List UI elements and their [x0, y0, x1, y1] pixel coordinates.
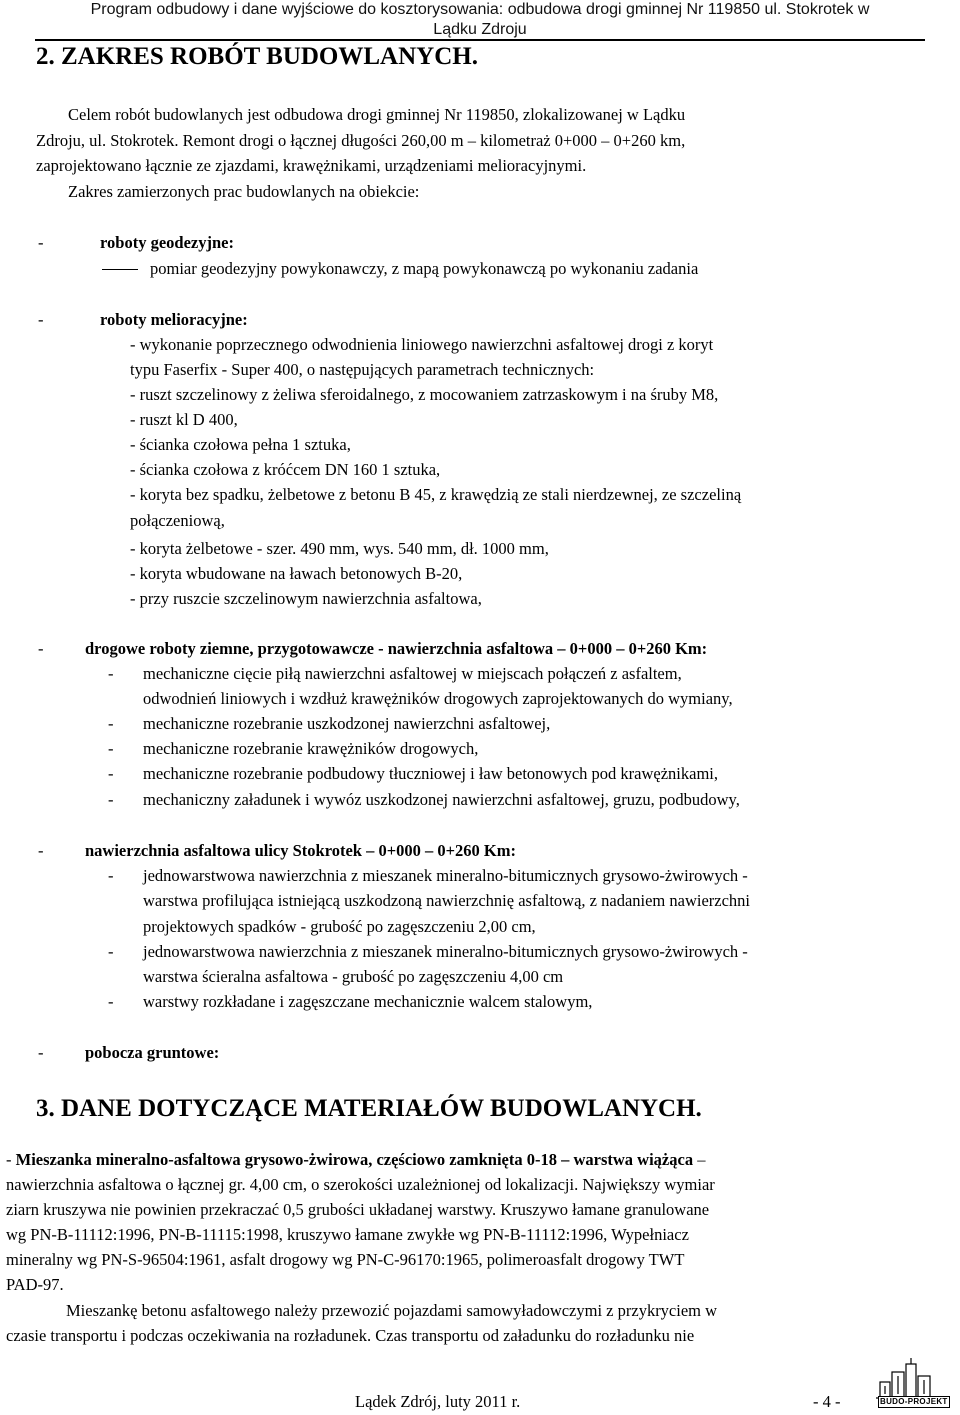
list-dash: -: [108, 764, 114, 783]
drainage-line: - koryta wbudowane na ławach betonowych B-20,: [130, 564, 463, 583]
list-dash: -: [38, 841, 44, 860]
drainage-line: typu Faserfix - Super 400, o następujących parametrach technicznych:: [130, 360, 595, 379]
logo-text: BUDO-PROJEKT: [880, 1397, 948, 1406]
earthworks-item: mechaniczne rozebranie podbudowy tłuczniowej i ław betonowych pod krawężnikami,: [143, 764, 719, 783]
list-dash: -: [108, 942, 114, 961]
list-dash: -: [38, 310, 44, 329]
earthworks-item: mechaniczne cięcie piłą nawierzchni asfaltowej w miejscach połączeń z asfaltem,: [143, 664, 682, 683]
geodetic-works-item: [102, 258, 698, 280]
asphalt-item: jednowarstwowa nawierzchnia z mieszanek mineralno-bitumicznych grysowo-żwirowych -: [143, 866, 748, 885]
drainage-line: - koryta bez spadku, żelbetowe z betonu B 45, z krawędzią ze stali nierdzewnej, ze szczeliną: [130, 485, 742, 504]
list-dash: -: [108, 714, 114, 733]
footer-place-date: Lądek Zdrój, luty 2011 r.: [355, 1392, 521, 1411]
drainage-line: - ścianka czołowa z króćcem DN 160 1 sztuka,: [130, 460, 441, 479]
earthworks-item-cont: odwodnień liniowych i wzdłuż krawężników drogowych zaprojektowanych do wymiany,: [143, 689, 733, 708]
header-line-2: Lądku Zdroju: [433, 21, 527, 38]
drainage-line: - wykonanie poprzecznego odwodnienia liniowego nawierzchni asfaltowej drogi z koryt: [130, 335, 714, 354]
intro-line: Zakres zamierzonych prac budowlanych na obiekcie:: [68, 182, 420, 201]
list-dash: -: [38, 233, 44, 252]
list-dash: -: [38, 639, 44, 658]
earthworks-title: drogowe roboty ziemne, przygotowawcze - nawierzchnia asfaltowa – 0+000 – 0+260 Km:: [85, 639, 708, 658]
drainage-line: - przy ruszcie szczelinowym nawierzchnia asfaltowa,: [130, 589, 482, 608]
drainage-line: - koryta żelbetowe - szer. 490 mm, wys. 540 mm, dł. 1000 mm,: [130, 539, 549, 558]
list-dash: -: [108, 664, 114, 683]
em-dash-mark: [102, 269, 138, 270]
asphalt-item: jednowarstwowa nawierzchnia z mieszanek mineralno-bitumicznych grysowo-żwirowych -: [143, 942, 748, 961]
geodetic-item-text: pomiar geodezyjny powykonawczy, z mapą powykonawczą po wykonaniu zadania: [150, 259, 699, 278]
intro-line: Zdroju, ul. Stokrotek. Remont drogi o łącznej długości 260,00 m – kilometraż 0+000 – 0+260 km,: [36, 131, 686, 150]
materials-para-2-line: Mieszankę betonu asfaltowego należy przewozić pojazdami samowyładowczymi z przykryciem w: [66, 1301, 718, 1320]
asphalt-surface-title: nawierzchnia asfaltowa ulicy Stokrotek – 0+000 – 0+260 Km:: [85, 841, 516, 860]
geodetic-works-title: roboty geodezyjne:: [100, 233, 234, 252]
para-tail-dash: –: [693, 1150, 706, 1169]
list-dash: -: [38, 1043, 44, 1062]
header-line-1: Program odbudowy i dane wyjściowe do kosztorysowania: odbudowa drogi gminnej Nr 119850 ul. Stokrotek w: [90, 1, 870, 18]
intro-line: Celem robót budowlanych jest odbudowa drogi gminnej Nr 119850, zlokalizowanej w Lądku: [68, 105, 686, 124]
section-3-title: 3. DANE DOTYCZĄCE MATERIAŁÓW BUDOWLANYCH.: [36, 1095, 702, 1122]
list-dash: -: [108, 790, 114, 809]
materials-para-1-line: PAD-97.: [6, 1275, 64, 1294]
material-name: Mieszanka mineralno-asfaltowa grysowo-żwirowa, częściowo zamknięta 0-18 – warstwa wiążąca: [15, 1150, 694, 1169]
drainage-line: - ruszt szczelinowy z żeliwa sferoidalnego, z mocowaniem zatrzaskowym i na śruby M8,: [130, 385, 719, 404]
section-2-title: 2. ZAKRES ROBÓT BUDOWLANYCH.: [36, 43, 478, 70]
shoulders-title: pobocza gruntowe:: [85, 1043, 220, 1062]
running-header: [0, 0, 960, 40]
asphalt-item: warstwy rozkładane i zagęszczane mechanicznie walcem stalowym,: [143, 992, 593, 1011]
materials-para-1-line: ziarn kruszywa nie powinien przekraczać 0,5 grubości układanej warstwy. Kruszywo łamane granulowane: [6, 1200, 710, 1219]
earthworks-item: mechaniczne rozebranie uszkodzonej nawierzchni asfaltowej,: [143, 714, 551, 733]
list-dash: -: [108, 866, 114, 885]
drainage-line: połączeniową,: [130, 511, 225, 530]
materials-para-1-line: mineralny wg PN-S-96504:1961, asfalt drogowy wg PN-C-96170:1965, polimeroasfalt drogowy TWT: [6, 1250, 685, 1269]
earthworks-item: mechaniczny załadunek i wywóz uszkodzonej nawierzchni asfaltowej, gruzu, podbudowy,: [143, 790, 740, 809]
header-divider: [35, 39, 925, 41]
intro-line: zaprojektowano łącznie ze zjazdami, krawężnikami, urządzeniami melioracyjnymi.: [36, 156, 587, 175]
drainage-works-title: roboty melioracyjne:: [100, 310, 248, 329]
drainage-line: - ruszt kl D 400,: [130, 410, 238, 429]
asphalt-item-cont: warstwa profilująca istniejącą uszkodzoną nawierzchnię asfaltową, z nadaniem nawierzchni: [143, 891, 751, 910]
materials-para-1-first-line: [6, 1149, 705, 1171]
drainage-line: - ścianka czołowa pełna 1 sztuka,: [130, 435, 351, 454]
list-dash: -: [108, 992, 114, 1011]
asphalt-item-cont: warstwa ścieralna asfaltowa - grubość po zagęszczeniu 4,00 cm: [143, 967, 564, 986]
asphalt-item-cont: projektowych spadków - grubość po zagęszczeniu 2,00 cm,: [143, 917, 536, 936]
earthworks-item: mechaniczne rozebranie krawężników drogowych,: [143, 739, 479, 758]
list-dash: -: [108, 739, 114, 758]
footer-page-number: - 4 -: [813, 1392, 841, 1411]
materials-para-1-line: wg PN-B-11112:1996, PN-B-11115:1998, kruszywo łamane zwykłe wg PN-B-11112:1996, Wypełniacz: [6, 1225, 689, 1244]
materials-para-2-line: czasie transportu i podczas oczekiwania na rozładunek. Czas transportu od załadunku do rozładunku nie: [6, 1326, 695, 1345]
para-lead-dash: -: [6, 1150, 16, 1169]
materials-para-1-line: nawierzchnia asfaltowa o łącznej gr. 4,00 cm, o szerokości uzależnionej od lokalizacji. Największy wymiar: [6, 1175, 715, 1194]
